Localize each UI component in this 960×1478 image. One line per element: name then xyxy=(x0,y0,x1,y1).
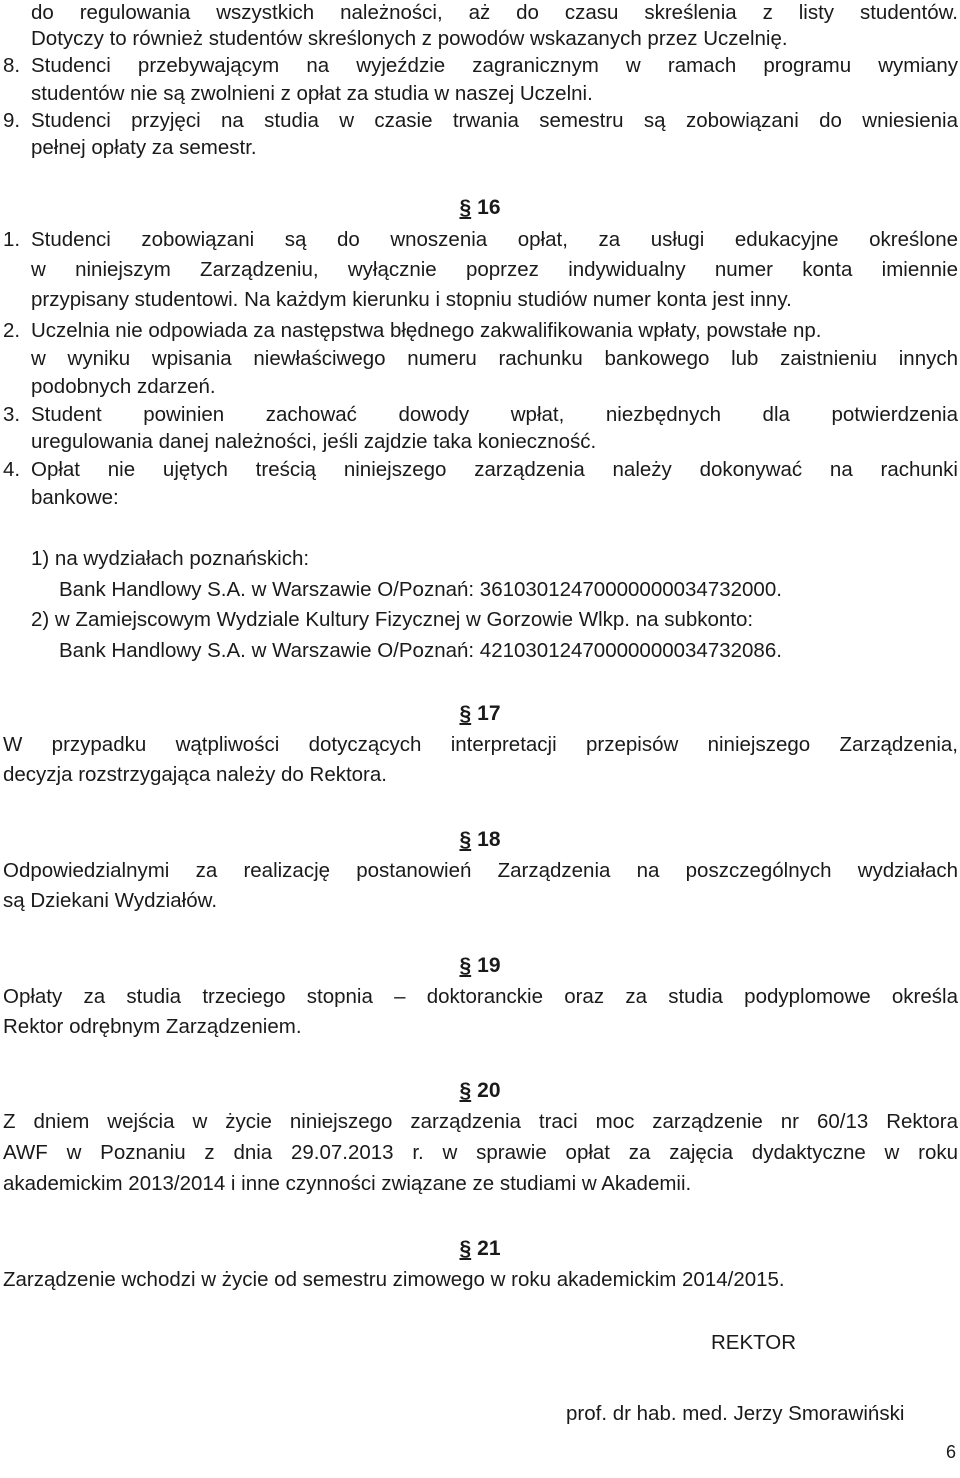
paragraph-line: akademickim 2013/2014 i inne czynności związane ze studiami w Akademii. xyxy=(3,1172,692,1195)
section-number: 16 xyxy=(477,196,501,219)
section-number: 20 xyxy=(477,1079,501,1102)
paragraph-line: w wyniku wpisania niewłaściwego numeru rachunku bankowego lub zaistnieniu innych xyxy=(31,347,958,370)
list-number: 9. xyxy=(3,109,21,132)
sub-item-heading: 2) w Zamiejscowym Wydziale Kultury Fizycznej w Gorzowie Wlkp. na subkonto: xyxy=(31,608,754,631)
paragraph-line: Rektor odrębnym Zarządzeniem. xyxy=(3,1015,302,1038)
section-sign: § xyxy=(459,1237,472,1260)
paragraph-line: Studenci przyjęci na studia w czasie trwania semestru są zobowiązani do wniesienia xyxy=(31,109,958,132)
paragraph-line: do regulowania wszystkich należności, aż do czasu skreślenia z listy studentów. xyxy=(31,1,958,24)
section-heading-21 xyxy=(0,1235,960,1263)
paragraph-line: Zarządzenie wchodzi w życie od semestru zimowego w roku akademickim 2014/2015. xyxy=(3,1268,785,1291)
paragraph-line: decyzja rozstrzygająca należy do Rektora. xyxy=(3,763,387,786)
list-number: 1. xyxy=(3,228,21,251)
section-heading-18 xyxy=(0,826,960,854)
paragraph-line: Dotyczy to również studentów skreślonych z powodów wskazanych przez Uczelnię. xyxy=(31,27,788,50)
paragraph-line: Student powinien zachować dowody wpłat, niezbędnych dla potwierdzenia xyxy=(31,403,958,426)
signature-name: prof. dr hab. med. Jerzy Smorawiński xyxy=(566,1402,905,1425)
section-heading-17 xyxy=(0,700,960,728)
bank-account: Bank Handlowy S.A. w Warszawie O/Poznań: 36103012470000000034732000. xyxy=(59,578,782,601)
list-number: 2. xyxy=(3,319,21,342)
paragraph-line: Z dniem wejścia w życie niniejszego zarządzenia traci moc zarządzenie nr 60/13 Rektora xyxy=(3,1110,958,1133)
paragraph-line: Studenci przebywającym na wyjeździe zagranicznym w ramach programu wymiany xyxy=(31,54,958,77)
section-number: 19 xyxy=(477,954,501,977)
paragraph-line: uregulowania danej należności, jeśli zajdzie taka konieczność. xyxy=(31,430,597,453)
list-number: 8. xyxy=(3,54,21,77)
paragraph-line: w niniejszym Zarządzeniu, wyłącznie poprzez indywidualny numer konta imiennie xyxy=(31,258,958,281)
section-number: 18 xyxy=(477,828,501,851)
section-heading-20 xyxy=(0,1077,960,1105)
list-number: 4. xyxy=(3,458,21,481)
section-number: 17 xyxy=(477,702,501,725)
paragraph-line: studentów nie są zwolnieni z opłat za studia w naszej Uczelni. xyxy=(31,82,593,105)
section-heading-19 xyxy=(0,952,960,980)
paragraph-line: Odpowiedzialnymi za realizację postanowień Zarządzenia na poszczególnych wydziałach xyxy=(3,859,958,882)
section-sign: § xyxy=(459,702,472,725)
paragraph-line: Opłat nie ujętych treścią niniejszego zarządzenia należy dokonywać na rachunki xyxy=(31,458,958,481)
paragraph-line: AWF w Poznaniu z dnia 29.07.2013 r. w sprawie opłat za zajęcia dydaktyczne w roku xyxy=(3,1141,958,1164)
section-heading-16 xyxy=(0,194,960,222)
paragraph-line: pełnej opłaty za semestr. xyxy=(31,136,257,159)
paragraph-line: bankowe: xyxy=(31,486,119,509)
section-sign: § xyxy=(459,196,472,219)
sub-item-heading: 1) na wydziałach poznańskich: xyxy=(31,547,310,570)
paragraph-line: Uczelnia nie odpowiada za następstwa błędnego zakwalifikowania wpłaty, powstałe np. xyxy=(31,319,822,342)
paragraph-line: są Dziekani Wydziałów. xyxy=(3,889,218,912)
bank-account: Bank Handlowy S.A. w Warszawie O/Poznań: 42103012470000000034732086. xyxy=(59,639,782,662)
section-sign: § xyxy=(459,954,472,977)
paragraph-line: przypisany studentowi. Na każdym kierunku i stopniu studiów numer konta jest inny. xyxy=(31,288,792,311)
section-number: 21 xyxy=(477,1237,501,1260)
section-sign: § xyxy=(459,1079,472,1102)
signature-title: REKTOR xyxy=(711,1331,797,1354)
paragraph-line: Opłaty za studia trzeciego stopnia – doktoranckie oraz za studia podyplomowe określa xyxy=(3,985,958,1008)
list-number: 3. xyxy=(3,403,21,426)
paragraph-line: W przypadku wątpliwości dotyczących interpretacji przepisów niniejszego Zarządzenia, xyxy=(3,733,958,756)
section-sign: § xyxy=(459,828,472,851)
paragraph-line: podobnych zdarzeń. xyxy=(31,375,216,398)
page-number: 6 xyxy=(945,1442,956,1462)
paragraph-line: Studenci zobowiązani są do wnoszenia opłat, za usługi edukacyjne określone xyxy=(31,228,958,251)
